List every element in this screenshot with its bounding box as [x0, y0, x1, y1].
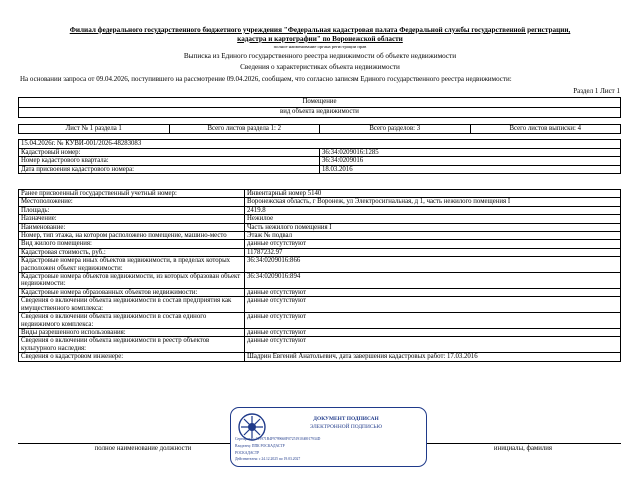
- table-row: [19, 248, 621, 256]
- quarter-number-value: 36:34:0209016: [320, 157, 621, 166]
- row-label: Сведения о кадастровом инженере:: [19, 353, 245, 361]
- row-value: Воронежская область, г Воронеж, ул Электросигнальная, д 1, часть нежилого помещения I: [245, 198, 621, 206]
- row-value: 36:34:0209016:894: [245, 273, 621, 289]
- table-row: [19, 215, 621, 223]
- row-value: данные отсутствуют: [245, 337, 621, 353]
- row-label: Номер, тип этажа, на котором расположено помещение, машино-место: [19, 232, 245, 240]
- table-row: [19, 337, 621, 353]
- position-caption: полное наименование должности: [94, 445, 192, 452]
- row-value: Часть нежилого помещения I: [245, 223, 621, 231]
- cadastral-number-label: Кадастровый номер:: [19, 148, 320, 157]
- row-label: Виды разрешенного использования:: [19, 328, 245, 336]
- extract-date-number: 15.04.2026г. № КУВИ-001/2026-48283083: [19, 140, 621, 149]
- table-row: [19, 198, 621, 206]
- stamp-title: ДОКУМЕНТ ПОДПИСАН: [313, 416, 379, 422]
- row-value: данные отсутствуют: [245, 240, 621, 248]
- organization-caption: полное наименование органа регистрации прав: [273, 44, 367, 49]
- organization-line-2: кадастра и картографии" по Воронежской области: [237, 34, 403, 43]
- stamp-subtitle: ЭЛЕКТРОННОЙ ПОДПИСЬЮ: [309, 424, 383, 430]
- row-label: Сведения о включении объекта недвижимости в состав единого недвижимого комплекса:: [19, 313, 245, 329]
- object-type: Помещение: [19, 98, 621, 108]
- sheet-number: Лист № 1 раздела 1: [19, 125, 170, 134]
- signature-area: [18, 407, 621, 467]
- quarter-number-label: Номер кадастрового квартала:: [19, 157, 320, 166]
- row-label: Ранее присвоенный государственный учетный номер:: [19, 190, 245, 198]
- row-value: 11787232.97: [245, 248, 621, 256]
- cadastral-number-value: 36:34:0209016:1285: [320, 148, 621, 157]
- row-label: Местоположение:: [19, 198, 245, 206]
- stamp-valid: Действителен: с 24.12.2025 по 19.03.2027: [235, 457, 301, 461]
- sheets-table: [18, 124, 621, 134]
- table-row: [19, 313, 621, 329]
- identification-table: [18, 139, 621, 174]
- row-label: Кадастровые номера иных объектов недвижимости, в пределах которых расположен объект недвижимости:: [19, 257, 245, 273]
- assignment-date-value: 18.03.2016: [320, 165, 621, 174]
- section-sheet: Раздел 1 Лист 1: [573, 87, 620, 95]
- organization-line-1: Филиал федерального государственного бюджетного учреждения "Федеральная кадастровая палата Федеральной службы государственной регистрации,: [69, 26, 571, 34]
- row-label: Наименование:: [19, 223, 245, 231]
- stamp-owner: Владелец: ППК РОСКАДАСТР: [235, 444, 285, 448]
- total-sheets-extract: Всего листов выписки: 4: [470, 125, 621, 134]
- organization-name: [20, 26, 620, 43]
- table-row: [19, 297, 621, 313]
- row-value: Инвентарный номер 5140: [245, 190, 621, 198]
- row-label: Площадь:: [19, 206, 245, 214]
- row-value: Нежилое: [245, 215, 621, 223]
- initials-caption: инициалы, фамилия: [493, 445, 553, 452]
- total-sheets-section: Всего листов раздела 1: 2: [169, 125, 320, 134]
- stamp-certificate: Сертификат: 019971B4F9799660F0725191046917934D: [235, 437, 321, 441]
- row-label: Кадастровые номера образованных объектов недвижимости:: [19, 288, 245, 296]
- total-sections: Всего разделов: 3: [320, 125, 471, 134]
- row-value: 36:34:0209016:866: [245, 257, 621, 273]
- table-row: [19, 206, 621, 214]
- electronic-signature-stamp: [230, 407, 427, 467]
- table-row: [19, 353, 621, 361]
- request-basis: На основании запроса от 09.04.2026, поступившего на рассмотрение 09.04.2026, сообщаем, что согласно записям Единого государственного реестра недвижимости:: [20, 75, 512, 83]
- table-row: [19, 240, 621, 248]
- row-label: Назначение:: [19, 215, 245, 223]
- object-type-table: [18, 97, 621, 118]
- row-value: Этаж № подвал: [245, 232, 621, 240]
- row-label: Кадастровые номера объектов недвижимости, из которых образован объект недвижимости:: [19, 273, 245, 289]
- table-row: [19, 223, 621, 231]
- row-value: Шадрин Евгений Анатольевич, дата завершения кадастровых работ: 17.03.2016: [245, 353, 621, 361]
- table-row: [19, 257, 621, 273]
- table-row: [19, 232, 621, 240]
- row-value: данные отсутствуют: [245, 313, 621, 329]
- row-value: данные отсутствуют: [245, 297, 621, 313]
- stamp-owner-2: РОСКАДАСТР: [235, 451, 260, 455]
- row-label: Вид жилого помещения:: [19, 240, 245, 248]
- assignment-date-label: Дата присвоения кадастрового номера:: [19, 165, 320, 174]
- row-label: Сведения о включении объекта недвижимости в реестр объектов культурного наследия:: [19, 337, 245, 353]
- table-row: [19, 273, 621, 289]
- table-row: [19, 157, 621, 166]
- row-value: данные отсутствуют: [245, 328, 621, 336]
- row-value: данные отсутствуют: [245, 288, 621, 296]
- table-row: [19, 190, 621, 198]
- table-row: [19, 288, 621, 296]
- object-type-caption: вид объекта недвижимости: [19, 108, 621, 118]
- document-title: Выписка из Единого государственного реестра недвижимости об объекте недвижимости: [183, 52, 457, 60]
- table-row: [19, 328, 621, 336]
- table-row: [19, 165, 621, 174]
- row-label: Сведения о включении объекта недвижимости в состав предприятия как имущественного комплекса:: [19, 297, 245, 313]
- table-row: [19, 148, 621, 157]
- row-value: 2419.8: [245, 206, 621, 214]
- characteristics-table: [18, 189, 621, 362]
- document-subtitle: Сведения о характеристиках объекта недвижимости: [240, 63, 400, 71]
- row-label: Кадастровая стоимость, руб.:: [19, 248, 245, 256]
